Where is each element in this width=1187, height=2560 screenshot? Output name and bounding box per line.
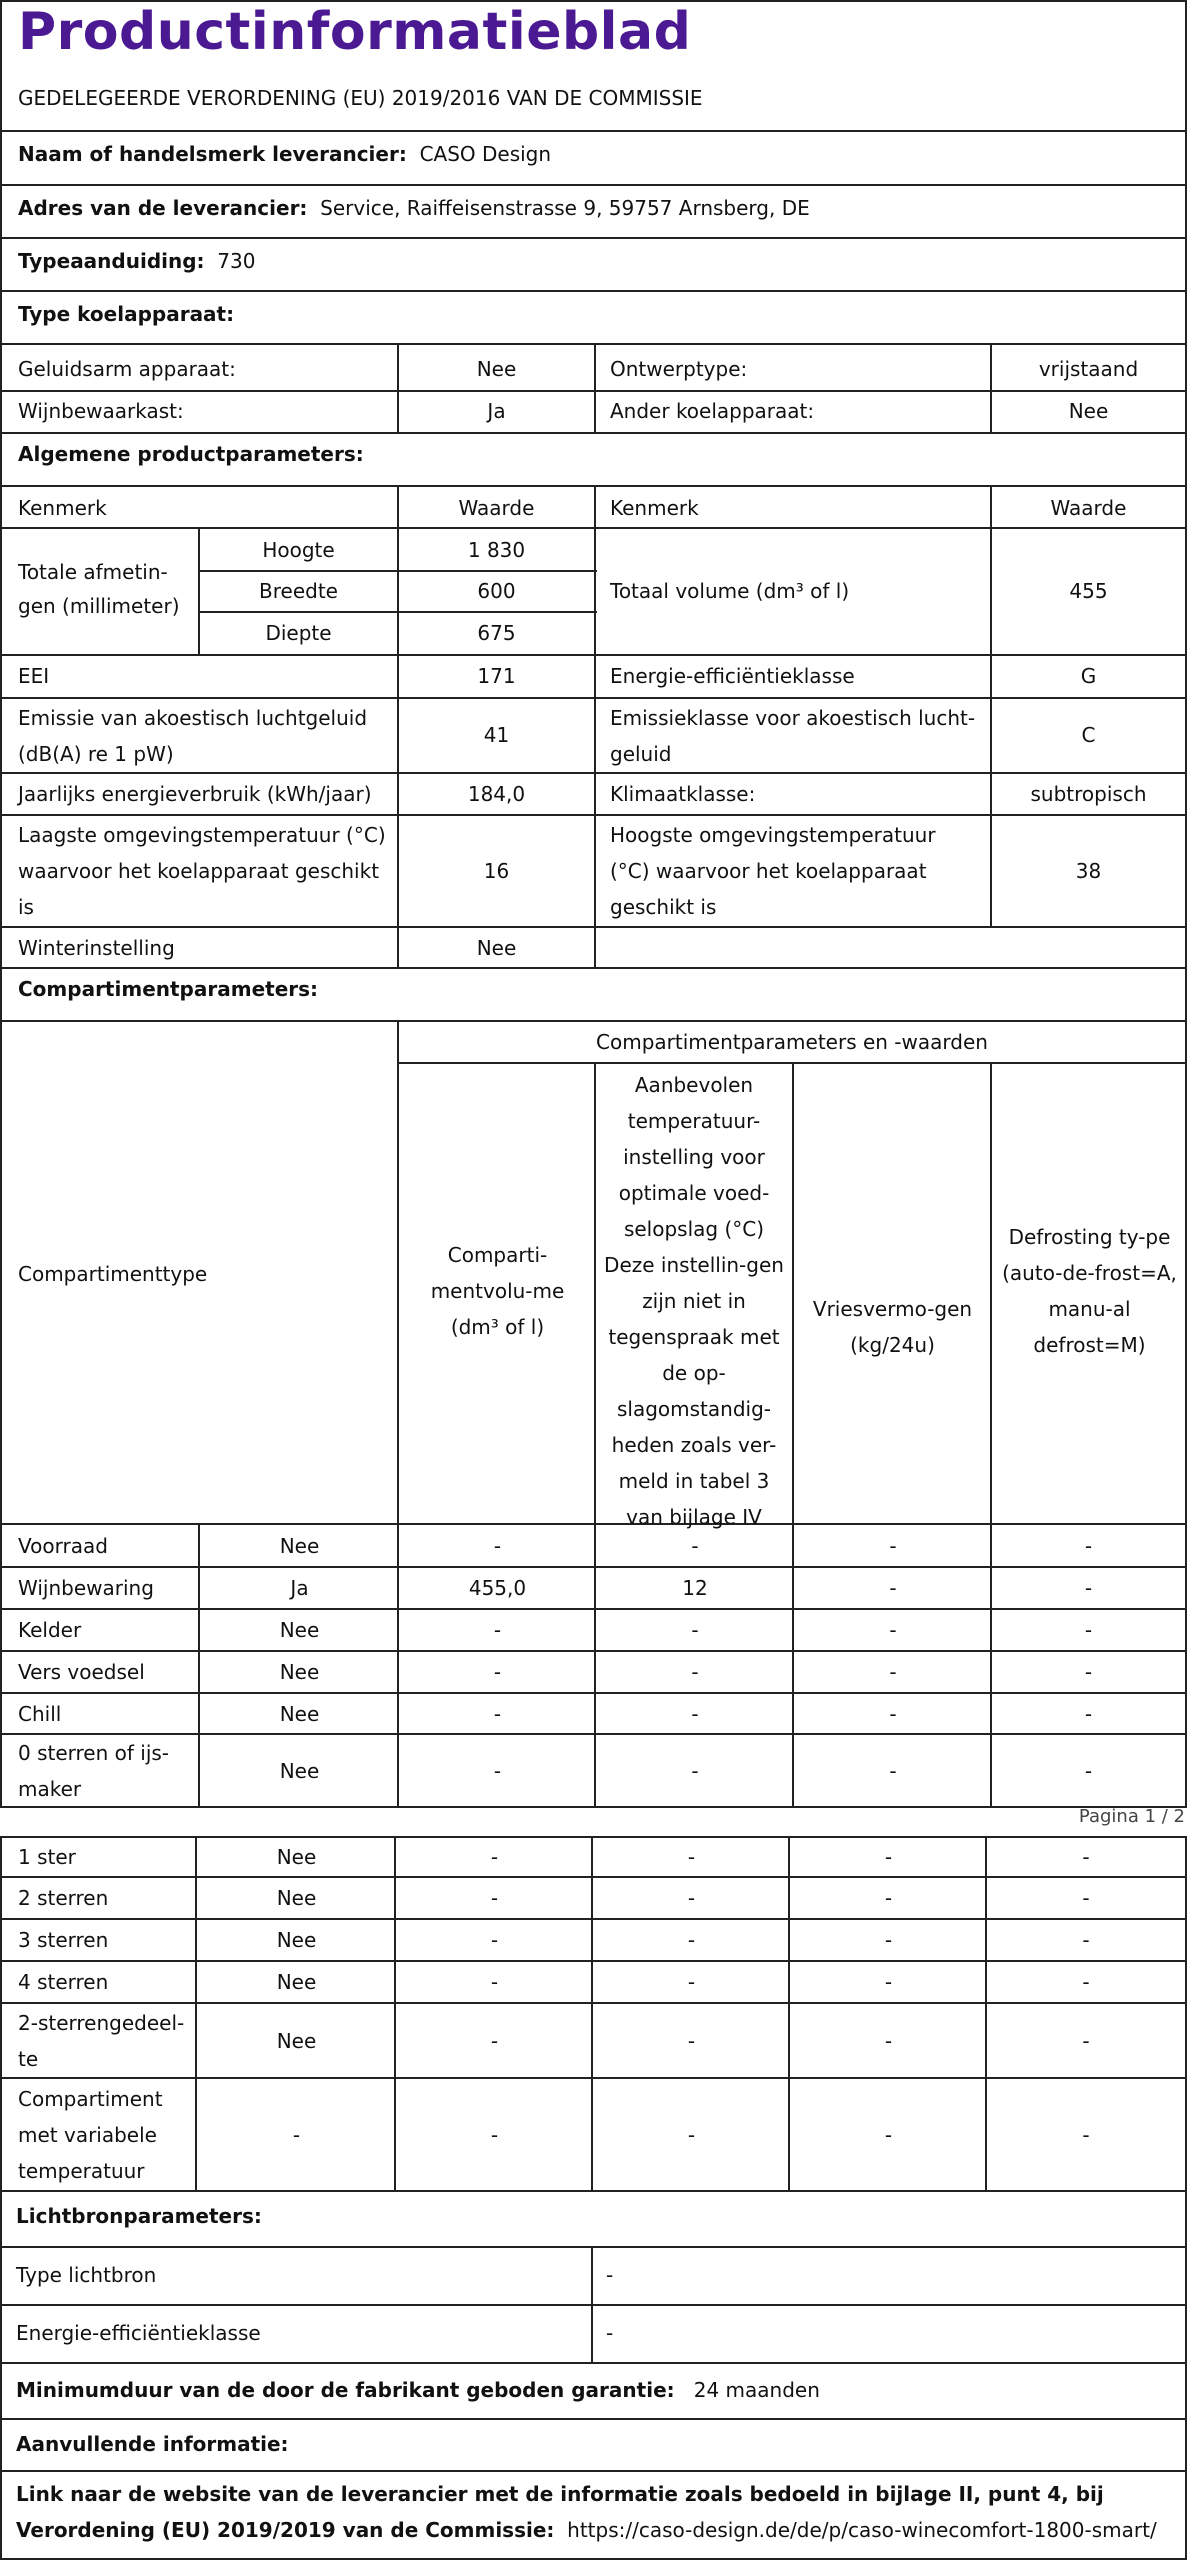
- p1-row-2-present: Nee: [279, 1618, 320, 1642]
- quiet-appliance-label: Geluidsarm apparaat:: [18, 357, 236, 381]
- feature-header-right: Kenmerk: [610, 496, 699, 520]
- p1-row-5-present: Nee: [279, 1758, 320, 1783]
- quiet-appliance-value: Nee: [476, 357, 517, 381]
- p2-row-0-name: 1 ster: [18, 1845, 76, 1869]
- design-type-label: Ontwerptype:: [610, 357, 748, 381]
- p1-row-3-vol: -: [493, 1660, 502, 1684]
- supplier-address-label: Adres van de leverancier:: [18, 196, 308, 220]
- p1-row-4-temp: -: [691, 1701, 699, 1726]
- p1-row-2-temp: -: [691, 1618, 699, 1642]
- p2-row-0-vol: -: [490, 1845, 499, 1869]
- light-class-label: Energie-efficiëntieklasse: [16, 2321, 261, 2345]
- width-value: 600: [477, 579, 516, 603]
- max-temp-label: Hoogste omgevingstemperatuur (°C) waarvoor het koelapparaat geschikt is: [610, 823, 936, 919]
- p2-row-3-temp: -: [687, 1970, 696, 1994]
- warranty: [16, 2372, 820, 2408]
- feature-header-left: Kenmerk: [18, 496, 107, 520]
- appliance-type-heading: Type koelapparaat:: [18, 302, 235, 326]
- compartment-parameters-heading: Compartimentparameters:: [18, 977, 319, 1001]
- p2-row-5-temp: -: [687, 2122, 696, 2147]
- general-parameters-heading: Algemene productparameters:: [18, 442, 364, 466]
- height-value: 1 830: [467, 538, 526, 562]
- p1-row-2-freeze: -: [889, 1618, 897, 1642]
- overall-dimensions-label: Totale afmetin-gen (millimeter): [18, 560, 180, 618]
- p1-row-4-vol: -: [493, 1701, 502, 1726]
- p1-row-1-name: Wijnbewaring: [18, 1576, 154, 1600]
- p2-row-2-vol: -: [490, 1928, 499, 1952]
- p1-row-2-defrost: -: [1084, 1618, 1093, 1642]
- compartment-type-header: Compartimenttype: [18, 1262, 208, 1286]
- p2-row-2-temp: -: [687, 1928, 696, 1952]
- page-title: Productinformatieblad: [18, 2, 692, 62]
- p1-row-0-temp: -: [691, 1533, 699, 1558]
- p1-row-1-defrost: -: [1084, 1576, 1093, 1600]
- min-temp-value: 16: [483, 859, 510, 883]
- p1-row-3-temp: -: [691, 1660, 699, 1684]
- additional-info-heading: Aanvullende informatie:: [16, 2432, 289, 2456]
- height-label: Hoogte: [262, 538, 335, 562]
- p1-row-0-vol: -: [493, 1533, 502, 1558]
- type-designation-label: Typeaanduiding:: [18, 249, 205, 273]
- p2-row-3-name: 4 sterren: [18, 1970, 109, 1994]
- p2-row-1-freeze: -: [884, 1886, 893, 1910]
- annual-consumption-label: Jaarlijks energieverbruik (kWh/jaar): [18, 782, 372, 806]
- p2-row-1-defrost: -: [1082, 1886, 1090, 1910]
- compartment-volume-header: Comparti-mentvolu-me (dm³ of l): [430, 1243, 565, 1339]
- light-source-heading: Lichtbronparameters:: [16, 2204, 262, 2228]
- design-type-value: vrijstaand: [1038, 357, 1139, 381]
- p1-row-2-name: Kelder: [18, 1618, 82, 1642]
- regulation-subtitle: GEDELEGEERDE VERORDENING (EU) 2019/2016 VAN DE COMMISSIE: [18, 86, 703, 110]
- p2-row-5-freeze: -: [884, 2122, 893, 2147]
- p2-row-2-defrost: -: [1082, 1928, 1090, 1952]
- supplier-website: [16, 2476, 1176, 2548]
- p1-row-0-present: Nee: [279, 1533, 320, 1558]
- supplier-address: [18, 190, 810, 226]
- eei-label: EEI: [18, 664, 50, 688]
- p2-row-5-name: Compartiment met variabele temperatuur: [18, 2086, 163, 2183]
- light-type-label: Type lichtbron: [16, 2263, 157, 2287]
- value-header-right: Waarde: [1050, 496, 1127, 520]
- p2-row-1-vol: -: [490, 1886, 499, 1910]
- p2-row-4-present: Nee: [276, 2028, 317, 2053]
- freezing-capacity-header: Vriesvermo-gen (kg/24u): [812, 1297, 973, 1357]
- p1-row-4-defrost: -: [1084, 1701, 1093, 1726]
- p2-row-4-temp: -: [687, 2028, 696, 2053]
- type-designation-value: 730: [217, 249, 256, 273]
- energy-class-label: Energie-efficiëntieklasse: [610, 664, 855, 688]
- noise-emission-value: 41: [483, 723, 510, 747]
- p2-row-2-present: Nee: [276, 1928, 317, 1952]
- depth-value: 675: [477, 621, 516, 645]
- type-designation: [18, 243, 255, 279]
- p2-row-5-vol: -: [490, 2122, 499, 2147]
- wine-cabinet-label: Wijnbewaarkast:: [18, 399, 184, 423]
- compartment-values-group-header: Compartimentparameters en -waarden: [596, 1030, 988, 1054]
- supplier-name-label: Naam of handelsmerk leverancier:: [18, 142, 407, 166]
- total-volume-value: 455: [1069, 579, 1108, 603]
- supplier-name: [18, 136, 551, 172]
- warranty-label: Minimumduur van de door de fabrikant geboden garantie:: [16, 2378, 675, 2402]
- energy-class-value: G: [1080, 664, 1097, 688]
- light-class-value: -: [606, 2321, 614, 2345]
- eei-value: 171: [477, 664, 516, 688]
- p2-row-1-present: Nee: [276, 1886, 317, 1910]
- p2-row-4-vol: -: [490, 2028, 499, 2053]
- p1-row-5-name: 0 sterren of ijs-maker: [18, 1741, 170, 1801]
- defrost-type-header: Defrosting ty-pe (auto-de-frost=A, manu-al defrost=M): [1002, 1225, 1177, 1357]
- warranty-value: 24 maanden: [693, 2378, 820, 2402]
- climate-class-label: Klimaatklasse:: [610, 782, 756, 806]
- noise-class-label: Emissieklasse voor akoestisch lucht-geluid: [610, 706, 976, 766]
- p1-row-4-freeze: -: [889, 1701, 897, 1726]
- p1-row-3-name: Vers voedsel: [18, 1660, 145, 1684]
- p1-row-0-name: Voorraad: [18, 1533, 108, 1558]
- noise-emission-label: Emissie van akoestisch luchtgeluid (dB(A) re 1 pW): [18, 706, 368, 766]
- p1-row-4-name: Chill: [18, 1701, 62, 1726]
- depth-label: Diepte: [265, 621, 332, 645]
- p1-row-3-freeze: -: [889, 1660, 897, 1684]
- p1-row-2-vol: -: [493, 1618, 502, 1642]
- p2-row-3-defrost: -: [1082, 1970, 1090, 1994]
- p1-row-5-vol: -: [493, 1758, 502, 1783]
- noise-class-value: C: [1081, 723, 1096, 747]
- p1-row-5-defrost: -: [1084, 1758, 1093, 1783]
- p2-row-0-present: Nee: [276, 1845, 317, 1869]
- annual-consumption-value: 184,0: [467, 782, 526, 806]
- other-appliance-value: Nee: [1068, 399, 1109, 423]
- light-type-value: -: [606, 2263, 614, 2287]
- p1-row-5-freeze: -: [889, 1758, 897, 1783]
- supplier-website-label: Link naar de website van de leverancier met de informatie zoals bedoeld in bijlage II, punt 4, bij Verordening (EU) 2019/2019 van de Commissie:: [16, 2482, 1104, 2542]
- p2-row-2-freeze: -: [884, 1928, 893, 1952]
- p1-row-3-defrost: -: [1084, 1660, 1093, 1684]
- p1-row-5-temp: -: [691, 1758, 699, 1783]
- p1-row-0-defrost: -: [1084, 1533, 1093, 1558]
- p2-row-1-name: 2 sterren: [18, 1886, 109, 1910]
- p2-row-1-temp: -: [687, 1886, 696, 1910]
- p1-row-1-temp: 12: [682, 1576, 708, 1600]
- p2-row-2-name: 3 sterren: [18, 1928, 109, 1952]
- p2-row-4-defrost: -: [1082, 2028, 1090, 2053]
- p2-row-4-name: 2-sterrengedeel-te: [18, 2010, 185, 2071]
- climate-class-value: subtropisch: [1030, 782, 1147, 806]
- p2-row-0-temp: -: [687, 1845, 696, 1869]
- supplier-address-value: Service, Raiffeisenstrasse 9, 59757 Arnsberg, DE: [320, 196, 810, 220]
- value-header-left: Waarde: [458, 496, 535, 520]
- winter-setting-value: Nee: [476, 936, 517, 960]
- winter-setting-label: Winterinstelling: [18, 936, 175, 960]
- p2-row-3-vol: -: [490, 1970, 499, 1994]
- p1-row-3-present: Nee: [279, 1660, 320, 1684]
- min-temp-label: Laagste omgevingstemperatuur (°C) waarvoor het koelapparaat geschikt is: [18, 823, 386, 919]
- recommended-temp-header: Aanbevolen temperatuur-instelling voor optimale voed-selopslag (°C) Deze instellin-gen zijn niet in tegenspraak met de op-slagomstandig-heden zoals ver-meld in tabel 3 van bijlage IV: [604, 1073, 784, 1529]
- p2-row-0-freeze: -: [884, 1845, 893, 1869]
- page-number: Pagina 1 / 2: [1078, 1806, 1185, 1827]
- max-temp-value: 38: [1075, 859, 1102, 883]
- p1-row-1-freeze: -: [889, 1576, 897, 1600]
- p2-row-5-present: -: [292, 2122, 301, 2147]
- supplier-name-value: CASO Design: [419, 142, 552, 166]
- p1-row-4-present: Nee: [279, 1701, 320, 1726]
- p2-row-0-defrost: -: [1082, 1845, 1090, 1869]
- p2-row-4-freeze: -: [884, 2028, 893, 2053]
- supplier-website-url[interactable]: https://caso-design.de/de/p/caso-winecomfort-1800-smart/: [567, 2518, 1157, 2542]
- p1-row-1-vol: 455,0: [468, 1576, 527, 1600]
- p2-row-5-defrost: -: [1082, 2122, 1090, 2147]
- p1-row-1-present: Ja: [290, 1576, 309, 1600]
- wine-cabinet-value: Ja: [487, 399, 506, 423]
- p1-row-0-freeze: -: [889, 1533, 897, 1558]
- p2-row-3-freeze: -: [884, 1970, 893, 1994]
- width-label: Breedte: [259, 579, 338, 603]
- other-appliance-label: Ander koelapparaat:: [610, 399, 815, 423]
- total-volume-label: Totaal volume (dm³ of l): [610, 579, 850, 603]
- p2-row-3-present: Nee: [276, 1970, 317, 1994]
